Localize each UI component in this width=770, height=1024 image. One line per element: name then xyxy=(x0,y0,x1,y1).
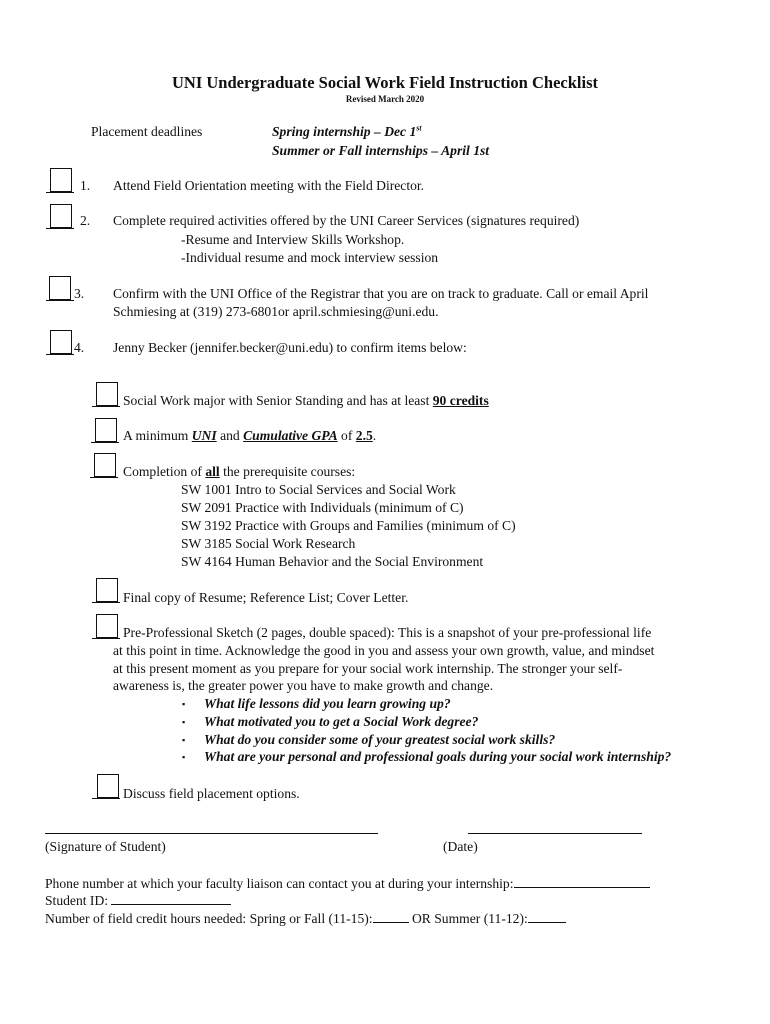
course-item: SW 3185 Social Work Research xyxy=(181,536,356,551)
course-item: SW 4164 Human Behavior and the Social Environment xyxy=(181,554,484,569)
item-2-subitem: -Individual resume and mock interview session xyxy=(181,250,439,265)
student-id-blank[interactable] xyxy=(111,891,231,905)
gpa-value: 2.5 xyxy=(355,428,373,443)
senior-standing-text xyxy=(123,392,489,410)
checkbox-gpa[interactable] xyxy=(95,418,117,442)
gpa-t1: A minimum xyxy=(123,428,192,443)
item-2-subitem: -Resume and Interview Skills Workshop. xyxy=(181,232,405,247)
gpa-t4: . xyxy=(372,428,377,443)
checkbox-resume[interactable] xyxy=(96,578,118,602)
item-3-line2: Schmiesing at (319) 273-6801or april.schmiesing@uni.edu. xyxy=(113,304,439,319)
item-1-text: Attend Field Orientation meeting with the Field Director. xyxy=(113,178,425,193)
item-number: 2. xyxy=(80,213,91,228)
date-line[interactable] xyxy=(468,833,642,834)
gpa-t2: and xyxy=(216,428,244,443)
spring-deadline-sup: st xyxy=(416,123,422,133)
signature-line[interactable] xyxy=(45,833,378,834)
placement-deadlines-label: Placement deadlines xyxy=(91,124,203,139)
sketch-question: What life lessons did you learn growing up? xyxy=(204,696,451,711)
checkbox-item-2[interactable] xyxy=(50,204,72,228)
gpa-cumulative: Cumulative GPA xyxy=(243,428,338,443)
prereq-t2: the prerequisite courses: xyxy=(219,464,356,479)
checkbox-underline xyxy=(91,442,119,443)
checkbox-senior-standing[interactable] xyxy=(96,382,118,406)
checkbox-underline xyxy=(92,638,120,639)
bullet-icon: ▪ xyxy=(182,699,186,709)
phone-blank[interactable] xyxy=(514,874,650,888)
item-number: 4. xyxy=(74,340,85,355)
phone-field-row xyxy=(45,874,650,893)
item-3-line1: Confirm with the UNI Office of the Registrar that you are on track to graduate. Call or email April xyxy=(113,286,649,301)
course-item: SW 2091 Practice with Individuals (minimum of C) xyxy=(181,500,464,515)
prereq-t1: Completion of xyxy=(123,464,206,479)
summer-label: OR Summer (11-12): xyxy=(408,911,528,926)
checkbox-underline xyxy=(90,477,118,478)
item-4-text: Jenny Becker (jennifer.becker@uni.edu) to confirm items below: xyxy=(113,340,467,355)
gpa-t3: of xyxy=(337,428,356,443)
checkbox-underline xyxy=(46,192,74,193)
bullet-icon: ▪ xyxy=(182,752,186,762)
sketch-line: Pre-Professional Sketch (2 pages, double spaced): This is a snapshot of your pre-professional life xyxy=(123,625,652,640)
student-id-label: Student ID: xyxy=(45,893,112,908)
summer-fall-deadline: Summer or Fall internships – April 1st xyxy=(272,143,490,158)
item-number: 3. xyxy=(74,286,85,301)
bullet-icon: ▪ xyxy=(182,735,186,745)
sketch-question: What are your personal and professional goals during your social work internship? xyxy=(204,749,672,764)
spring-deadline-text: Spring internship – Dec 1 xyxy=(272,124,417,139)
checkbox-item-1[interactable] xyxy=(50,168,72,192)
checkbox-item-3[interactable] xyxy=(49,276,71,300)
prereq-all: all xyxy=(205,464,220,479)
spring-fall-blank[interactable] xyxy=(373,909,409,923)
gpa-text xyxy=(123,427,376,445)
summer-blank[interactable] xyxy=(528,909,566,923)
item-number: 1. xyxy=(80,178,91,193)
sketch-line: at this present moment as you prepare for your social work internship. The stronger your self- xyxy=(113,661,623,676)
bullet-icon: ▪ xyxy=(182,717,186,727)
checkbox-underline xyxy=(92,798,120,799)
phone-label: Phone number at which your faculty liaison can contact you at during your internship: xyxy=(45,876,514,891)
sketch-question: What do you consider some of your greatest social work skills? xyxy=(204,732,556,747)
senior-standing-prefix: Social Work major with Senior Standing and has at least xyxy=(123,393,433,408)
page-title: UNI Undergraduate Social Work Field Instruction Checklist xyxy=(172,73,598,92)
course-item: SW 3192 Practice with Groups and Families (minimum of C) xyxy=(181,518,516,533)
checkbox-discuss[interactable] xyxy=(97,774,119,798)
credit-hours-row xyxy=(45,909,566,928)
spring-deadline xyxy=(272,123,422,141)
sketch-line: awareness is, the greater power you have to make growth and change. xyxy=(113,678,494,693)
checkbox-underline xyxy=(46,354,74,355)
checkbox-sketch[interactable] xyxy=(96,614,118,638)
credit-hours-label: Number of field credit hours needed: Spring or Fall (11-15): xyxy=(45,911,373,926)
gpa-uni: UNI xyxy=(191,428,217,443)
signature-label: (Signature of Student) xyxy=(45,839,166,854)
student-id-row xyxy=(45,891,231,910)
checkbox-underline xyxy=(46,228,74,229)
checkbox-underline xyxy=(92,602,120,603)
sketch-line: at this point in time. Acknowledge the good in you and assess your own growth, value, and mindset xyxy=(113,643,655,658)
date-label: (Date) xyxy=(443,839,478,854)
sketch-question: What motivated you to get a Social Work degree? xyxy=(204,714,479,729)
resume-text: Final copy of Resume; Reference List; Cover Letter. xyxy=(123,590,409,605)
checkbox-prerequisites[interactable] xyxy=(94,453,116,477)
course-item: SW 1001 Intro to Social Services and Social Work xyxy=(181,482,456,497)
revision-date: Revised March 2020 xyxy=(345,94,425,104)
checkbox-underline xyxy=(92,406,120,407)
checkbox-item-4[interactable] xyxy=(50,330,72,354)
discuss-text: Discuss field placement options. xyxy=(123,786,300,801)
credits-required: 90 credits xyxy=(432,393,489,408)
item-2-text: Complete required activities offered by the UNI Career Services (signatures required) xyxy=(113,213,580,228)
checkbox-underline xyxy=(46,300,74,301)
prerequisites-text xyxy=(123,463,355,481)
